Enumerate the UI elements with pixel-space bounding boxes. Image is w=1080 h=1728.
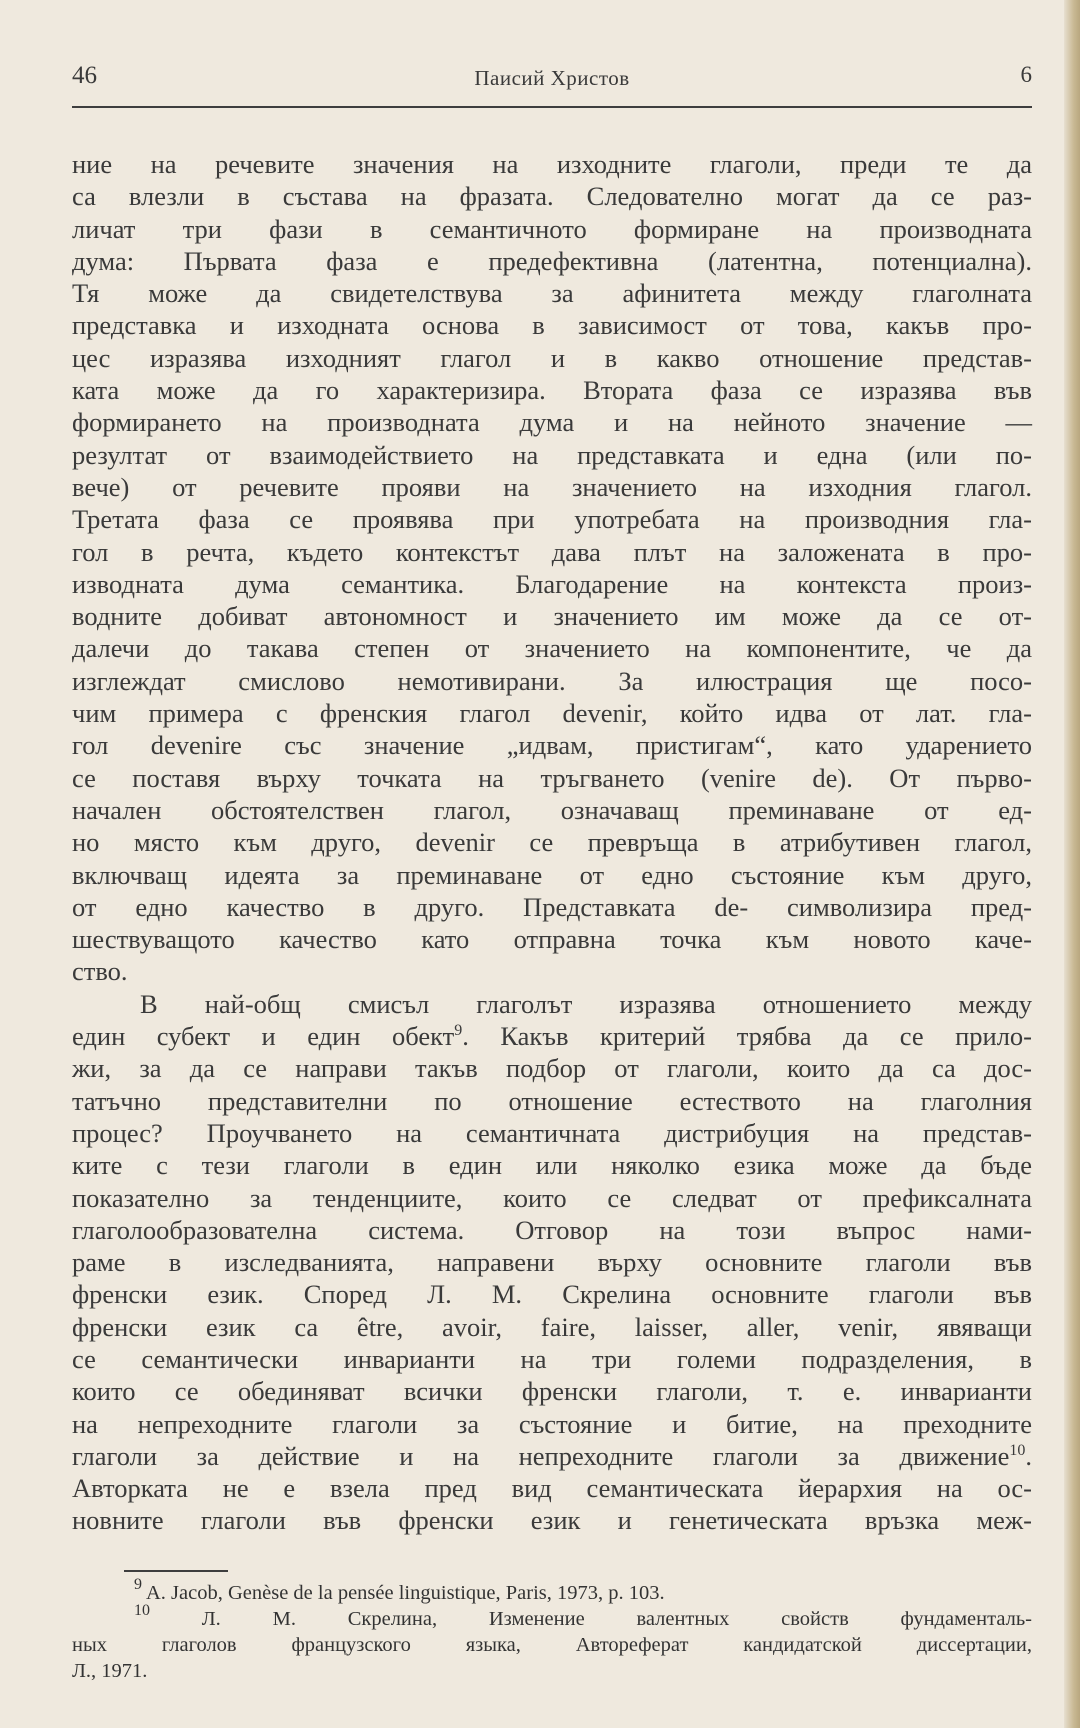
footnote-text: A. Jacob, Genèse de la pensée linguistique, Paris, 1973, p. 103. xyxy=(146,1582,665,1604)
footnote-ref-10: 10 xyxy=(1009,1441,1026,1459)
text-line: шествуващото качество като отправна точка към новото каче- xyxy=(72,924,1032,955)
text-line: новните глаголи във френски език и генетическата връзка меж- xyxy=(72,1505,1032,1536)
text-line: показателно за тенденциите, които се следват от префиксалната xyxy=(72,1182,1032,1213)
text-line: резултат от взаимодействието на представката и една (или по- xyxy=(72,439,1032,470)
text-line: които се обединяват всички френски глаголи, т. е. инварианти xyxy=(72,1376,1032,1407)
text-line-with-note xyxy=(72,1440,1032,1472)
header-rule xyxy=(72,106,1032,108)
text-line: представка и изходната основа в зависимост от това, какъв про- xyxy=(72,310,1032,341)
footnote-rule xyxy=(124,1570,228,1572)
text-line: жи, за да се направи такъв подбор от глаголи, които да са дос- xyxy=(72,1053,1032,1084)
text-line: раме в изследванията, направени върху основните глаголи във xyxy=(72,1247,1032,1278)
text-line: вече) от речевите прояви на значението на изходния глагол. xyxy=(72,471,1032,502)
footnote-10-continuation: ных глаголов французского языка, Автореферат кандидатской диссертации, xyxy=(72,1634,1032,1656)
running-header xyxy=(72,62,1032,108)
section-number: 6 xyxy=(1020,62,1032,87)
text-line: Авторката не е взела пред вид семантическата йерархия на ос- xyxy=(72,1473,1032,1504)
text-line: ство. xyxy=(72,956,128,987)
text-line: на непреходните глаголи за състояние и битие, на преходните xyxy=(72,1408,1032,1439)
text-fragment: . Какъв критерий трябва да се прило- xyxy=(462,1021,1032,1052)
text-line: процес? Проучването на семантичната дистрибуция на представ- xyxy=(72,1117,1032,1148)
footnote-text: Л. М. Скрелина, Изменение валентных свойств фундаменталь- xyxy=(201,1608,1033,1630)
text-line: френски език. Според Л. М. Скрелина основните глаголи във xyxy=(72,1279,1032,1310)
text-line: но място към друго, devenir се превръща в атрибутивен глагол, xyxy=(72,827,1032,858)
paragraph-start-line: В най-общ смисъл глаголът изразява отношението между xyxy=(140,988,1032,1019)
text-line: личат три фази в семантичното формиране на производната xyxy=(72,213,1032,244)
text-line: чим примера с френския глагол devenir, който идва от лат. гла- xyxy=(72,698,1032,729)
text-line: цес изразява изходният глагол и в какво отношение представ- xyxy=(72,342,1032,373)
text-line: ние на речевите значения на изходните глаголи, преди те да xyxy=(72,149,1032,179)
text-line: Третата фаза се проявява при употребата на производния гла- xyxy=(72,504,1032,535)
footnote-ref-9: 9 xyxy=(454,1022,463,1040)
text-line: гол в речта, където контекстът дава плът на заложената в про- xyxy=(72,536,1032,567)
text-line: татъчно представителни по отношение естеството на глаголния xyxy=(72,1085,1032,1116)
text-line: ката може да го характеризира. Втората фаза се изразява във xyxy=(72,375,1032,406)
running-title: Паисий Христов xyxy=(474,66,630,90)
page-number: 46 xyxy=(72,62,97,89)
text-line-with-note xyxy=(72,1020,1032,1052)
text-line: се поставя върху точката на тръгването (venire de). От първо- xyxy=(72,762,1032,793)
text-line: Тя може да свидетелствува за афинитета между глаголната xyxy=(72,278,1032,309)
text-line: дума: Първата фаза е предефективна (латентна, потенциална). xyxy=(72,245,1032,276)
footnote-9 xyxy=(72,1576,1032,1606)
text-fragment: глаголи за действие и на непреходните глаголи за движение xyxy=(72,1440,1010,1471)
footnote-mark: 10 xyxy=(134,1602,150,1619)
text-line: изводната дума семантика. Благодарение на контекста произ- xyxy=(72,568,1032,599)
text-line: се семантически инварианти на три големи подразделения, в xyxy=(72,1343,1032,1374)
text-line: включващ идеята за преминаване от едно състояние към друго, xyxy=(72,859,1032,890)
text-line: глаголообразователна система. Отговор на този въпрос нами- xyxy=(72,1214,1032,1245)
text-line: начален обстоятелствен глагол, означаващ преминаване от ед- xyxy=(72,794,1032,825)
text-line: са влезли в състава на фразата. Следователно могат да се раз- xyxy=(72,181,1032,212)
text-line: формирането на производната дума и на нейното значение — xyxy=(72,407,1032,438)
text-line: водните добиват автономност и значението им може да се от- xyxy=(72,601,1032,632)
text-fragment: един субект и един обект xyxy=(72,1021,455,1052)
main-text xyxy=(72,148,1032,1537)
footnote-10-continuation: Л., 1971. xyxy=(72,1660,148,1682)
text-fragment: . xyxy=(1025,1440,1032,1471)
footnote-10 xyxy=(72,1602,1033,1632)
text-line: изглеждат смислово немотивирани. За илюстрация ще посо- xyxy=(72,665,1032,696)
text-line: гол devenire със значение „идвам, пристигам“, като ударението xyxy=(72,730,1032,761)
footnotes xyxy=(72,1576,1033,1684)
text-line: от едно качество в друго. Представката de- символизира пред- xyxy=(72,891,1032,922)
page-edge-shadow xyxy=(1064,0,1080,1728)
text-line: френски език са être, avoir, faire, laisser, aller, venir, явяващи xyxy=(72,1311,1032,1342)
text-line: далечи до такава степен от значението на компонентите, че да xyxy=(72,633,1032,664)
text-line: ките с тези глаголи в един или няколко езика може да бъде xyxy=(72,1150,1032,1181)
footnote-mark: 9 xyxy=(134,1576,142,1593)
